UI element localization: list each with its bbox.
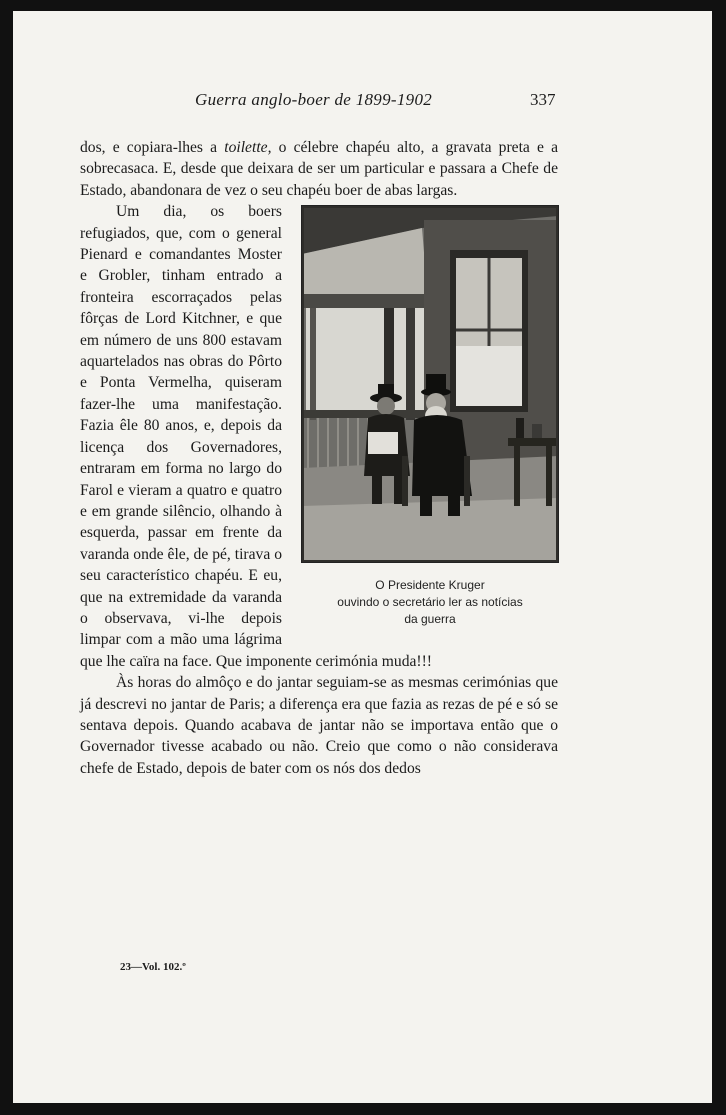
figure bbox=[296, 205, 564, 628]
kruger-photograph bbox=[301, 205, 559, 563]
running-title: Guerra anglo-boer de 1899-1902 bbox=[195, 90, 433, 109]
paragraph-3: Às horas do almôço e do jantar seguiam-se as mesmas cerimónias que já descrevi no jantar de Paris; a diferença era que fazia as rezas de pé e só se sentava depois. Quando acabava de jantar não se importava então que o Governador tivesse acabado ou não. Creio que como o não considerava chefe de Estado, depois de bater com os nós dos dedos bbox=[80, 674, 558, 777]
photograph-illustration bbox=[302, 206, 558, 562]
caption-line-2: ouvindo o secretário ler as notícias bbox=[337, 595, 523, 610]
paragraph-2: Um dia, os boers refugiados, que, com o general Pienard e comandantes Moster e Grobler, tinham entrado a fronteira escorraçados pelas fôrças de Lord Kitchner, e que em número de uns 800 estavam aquartelados nas obras do Pôrto e Ponta Vermelha, quiseram fazer-lhe uma manifestação. Fazia êle 80 anos, e, depois da licença dos Governadores, entraram em forma no largo do Farol e vieram a quatro e quatro e em grande silêncio, olhando à esquerda, passar em frente da varanda onde êle, de pé, tirava o seu característico chapéu. E eu, que na extremidade da varanda o observava, vi-lhe depois limpar com a mão uma lágrima que lhe caïra na face. Que imponente cerimónia muda!!! bbox=[80, 203, 432, 670]
body-text bbox=[80, 137, 558, 779]
caption-line-1: O Presidente Kruger bbox=[375, 578, 485, 593]
printer-signature: 23—Vol. 102.º bbox=[120, 961, 186, 973]
book-page bbox=[13, 11, 712, 1103]
paragraph-1-end: o célebre chapéu alto, a gravata preta e a sobrecasaca. E, desde que deixara de ser um particular e passara a Chefe de Estado, abandonara de vez o seu chapéu boer de abas largas. bbox=[80, 139, 558, 199]
italic-word: toilette, bbox=[224, 139, 272, 156]
paragraph-1-start: dos, e copiara-lhes a bbox=[80, 139, 225, 156]
running-header bbox=[13, 90, 712, 114]
caption-line-3: da guerra bbox=[404, 612, 456, 627]
page-number: 337 bbox=[530, 90, 556, 109]
paragraph-1 bbox=[80, 137, 558, 201]
figure-caption bbox=[296, 577, 564, 628]
